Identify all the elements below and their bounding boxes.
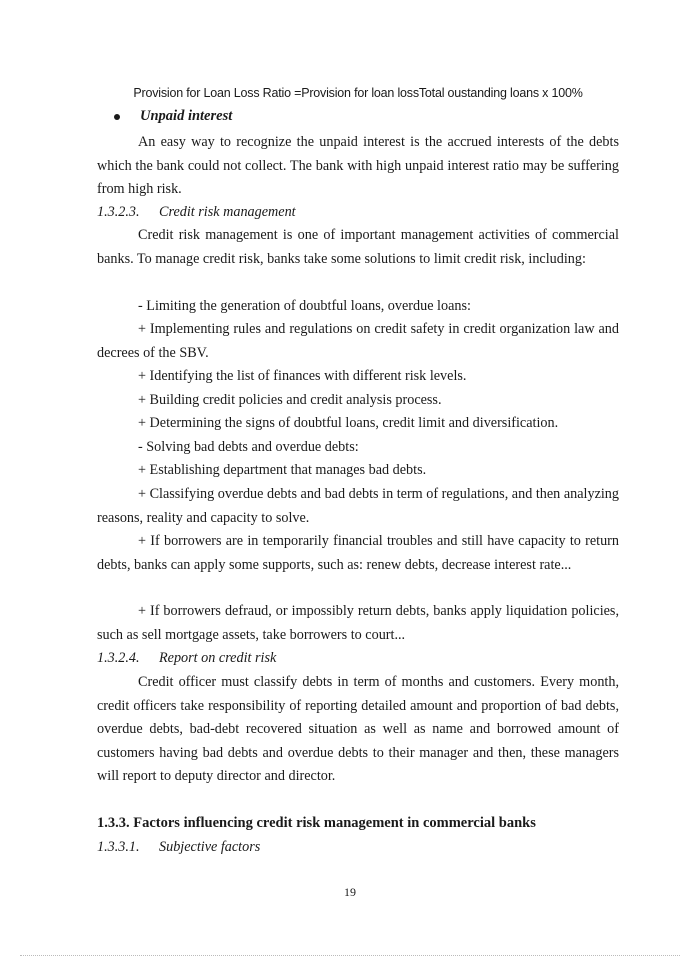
section-title: Credit risk management [159, 204, 296, 220]
section-1-3-3-heading: 1.3.3. Factors influencing credit risk management in commercial banks [97, 815, 536, 831]
report-paragraph: Credit officer must classify debts in term of months and customers. Every month, credit officers take responsibility of reporting detailed amount and proportion of bad debts, overdue debts, bad-debt recovered situation as well as name and borrowed amount of customers having bad debts and overdue debts to their manager and then, these managers will report to deputy director and director. [97, 674, 619, 784]
provision-ratio-formula: Provision for Loan Loss Ratio =Provision for loan lossTotal oustanding loans x 100% [133, 86, 583, 100]
list-item: - Solving bad debts and overdue debts: [138, 439, 359, 455]
list-item: + Classifying overdue debts and bad debts in term of regulations, and then analyzing reasons, reality and capacity to solve. [97, 486, 619, 526]
section-1-3-2-3-heading [97, 201, 296, 225]
bullet-icon [114, 114, 120, 120]
section-title: Report on credit risk [159, 650, 277, 666]
section-number: 1.3.2.3. [97, 204, 140, 220]
unpaid-interest-paragraph: An easy way to recognize the unpaid interest is the accrued interests of the debts which the bank could not collect. The bank with high unpaid interest ratio may be suffering from high risk. [97, 134, 619, 197]
credit-risk-management-paragraph: Credit risk management is one of important management activities of commercial banks. To manage credit risk, banks take some solutions to limit credit risk, including: [97, 227, 619, 267]
page-number: 19 [344, 885, 356, 899]
section-title: Subjective factors [159, 839, 261, 855]
list-item: + If borrowers defraud, or impossibly return debts, banks apply liquidation policies, such as sell mortgage assets, take borrowers to court... [97, 603, 619, 643]
list-item: + Implementing rules and regulations on credit safety in credit organization law and decrees of the SBV. [97, 321, 619, 361]
list-item: + Establishing department that manages bad debts. [138, 462, 427, 478]
section-1-3-3-1-heading [97, 836, 260, 860]
page-bottom-divider [20, 955, 680, 956]
list-item: + If borrowers are in temporarily financial troubles and still have capacity to return debts, banks can apply some supports, such as: renew debts, decrease interest rate... [97, 533, 619, 573]
list-item: + Determining the signs of doubtful loans, credit limit and diversification. [138, 415, 559, 431]
list-item: + Building credit policies and credit analysis process. [138, 392, 442, 408]
list-item: + Identifying the list of finances with different risk levels. [138, 368, 467, 384]
section-number: 1.3.2.4. [97, 650, 140, 666]
list-item: - Limiting the generation of doubtful loans, overdue loans: [138, 298, 471, 314]
section-1-3-2-4-heading [97, 647, 276, 671]
unpaid-interest-heading: Unpaid interest [140, 108, 233, 124]
section-number: 1.3.3.1. [97, 839, 140, 855]
